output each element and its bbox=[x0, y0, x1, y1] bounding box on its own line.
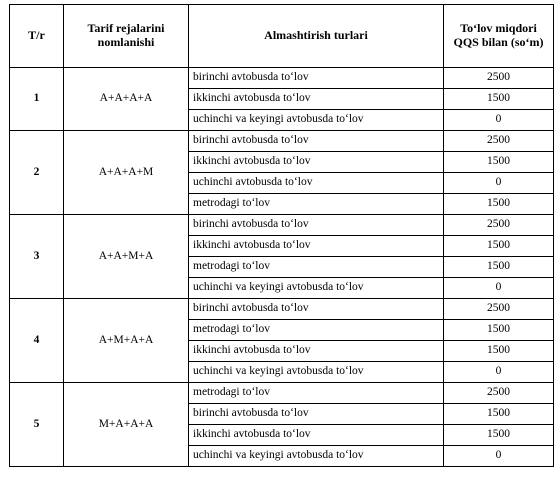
group-number: 4 bbox=[10, 299, 64, 383]
payment-amount: 0 bbox=[444, 362, 554, 383]
payment-amount: 1500 bbox=[444, 404, 554, 425]
table-row bbox=[10, 215, 554, 236]
payment-amount: 1500 bbox=[444, 257, 554, 278]
payment-amount: 1500 bbox=[444, 320, 554, 341]
group-number: 3 bbox=[10, 215, 64, 299]
transfer-type: ikkinchi avtobusda to‘lov bbox=[189, 341, 444, 362]
table-row bbox=[10, 68, 554, 89]
payment-amount: 2500 bbox=[444, 68, 554, 89]
header-number: T/r bbox=[10, 5, 64, 68]
transfer-type: uchinchi va keyingi avtobusda to‘lov bbox=[189, 110, 444, 131]
payment-amount: 1500 bbox=[444, 152, 554, 173]
transfer-type: ikkinchi avtobusda to‘lov bbox=[189, 236, 444, 257]
transfer-type: metrodagi to‘lov bbox=[189, 383, 444, 404]
transfer-type: metrodagi to‘lov bbox=[189, 257, 444, 278]
transfer-type: metrodagi to‘lov bbox=[189, 194, 444, 215]
tariff-name: A+A+M+A bbox=[64, 215, 189, 299]
payment-amount: 2500 bbox=[444, 215, 554, 236]
transfer-type: uchinchi va keyingi avtobusda to‘lov bbox=[189, 278, 444, 299]
group-number: 5 bbox=[10, 383, 64, 467]
tariff-name: M+A+A+A bbox=[64, 383, 189, 467]
payment-amount: 2500 bbox=[444, 299, 554, 320]
table-row bbox=[10, 383, 554, 404]
table-header bbox=[10, 5, 554, 68]
payment-amount: 0 bbox=[444, 446, 554, 467]
table-body bbox=[10, 68, 554, 467]
payment-amount: 1500 bbox=[444, 341, 554, 362]
payment-amount: 1500 bbox=[444, 236, 554, 257]
tariff-table bbox=[9, 4, 554, 467]
group-number: 2 bbox=[10, 131, 64, 215]
tariff-name: A+A+A+M bbox=[64, 131, 189, 215]
payment-amount: 0 bbox=[444, 278, 554, 299]
transfer-type: ikkinchi avtobusda to‘lov bbox=[189, 89, 444, 110]
payment-amount: 2500 bbox=[444, 383, 554, 404]
header-row bbox=[10, 5, 554, 68]
header-payment-amount: To‘lov miqdori QQS bilan (so‘m) bbox=[444, 5, 554, 68]
group-number: 1 bbox=[10, 68, 64, 131]
transfer-type: ikkinchi avtobusda to‘lov bbox=[189, 152, 444, 173]
transfer-type: metrodagi to‘lov bbox=[189, 320, 444, 341]
table-row bbox=[10, 131, 554, 152]
payment-amount: 0 bbox=[444, 110, 554, 131]
transfer-type: ikkinchi avtobusda to‘lov bbox=[189, 425, 444, 446]
transfer-type: birinchi avtobusda to‘lov bbox=[189, 131, 444, 152]
transfer-type: uchinchi va keyingi avtobusda to‘lov bbox=[189, 446, 444, 467]
transfer-type: birinchi avtobusda to‘lov bbox=[189, 215, 444, 236]
payment-amount: 1500 bbox=[444, 425, 554, 446]
tariff-name: A+M+A+A bbox=[64, 299, 189, 383]
transfer-type: birinchi avtobusda to‘lov bbox=[189, 299, 444, 320]
transfer-type: birinchi avtobusda to‘lov bbox=[189, 68, 444, 89]
payment-amount: 2500 bbox=[444, 131, 554, 152]
payment-amount: 1500 bbox=[444, 194, 554, 215]
header-transfer-types: Almashtirish turlari bbox=[189, 5, 444, 68]
table-row bbox=[10, 299, 554, 320]
header-tariff-name: Tarif rejalarini nomlanishi bbox=[64, 5, 189, 68]
transfer-type: uchinchi avtobusda to‘lov bbox=[189, 173, 444, 194]
payment-amount: 1500 bbox=[444, 89, 554, 110]
tariff-name: A+A+A+A bbox=[64, 68, 189, 131]
payment-amount: 0 bbox=[444, 173, 554, 194]
transfer-type: uchinchi va keyingi avtobusda to‘lov bbox=[189, 362, 444, 383]
transfer-type: birinchi avtobusda to‘lov bbox=[189, 404, 444, 425]
